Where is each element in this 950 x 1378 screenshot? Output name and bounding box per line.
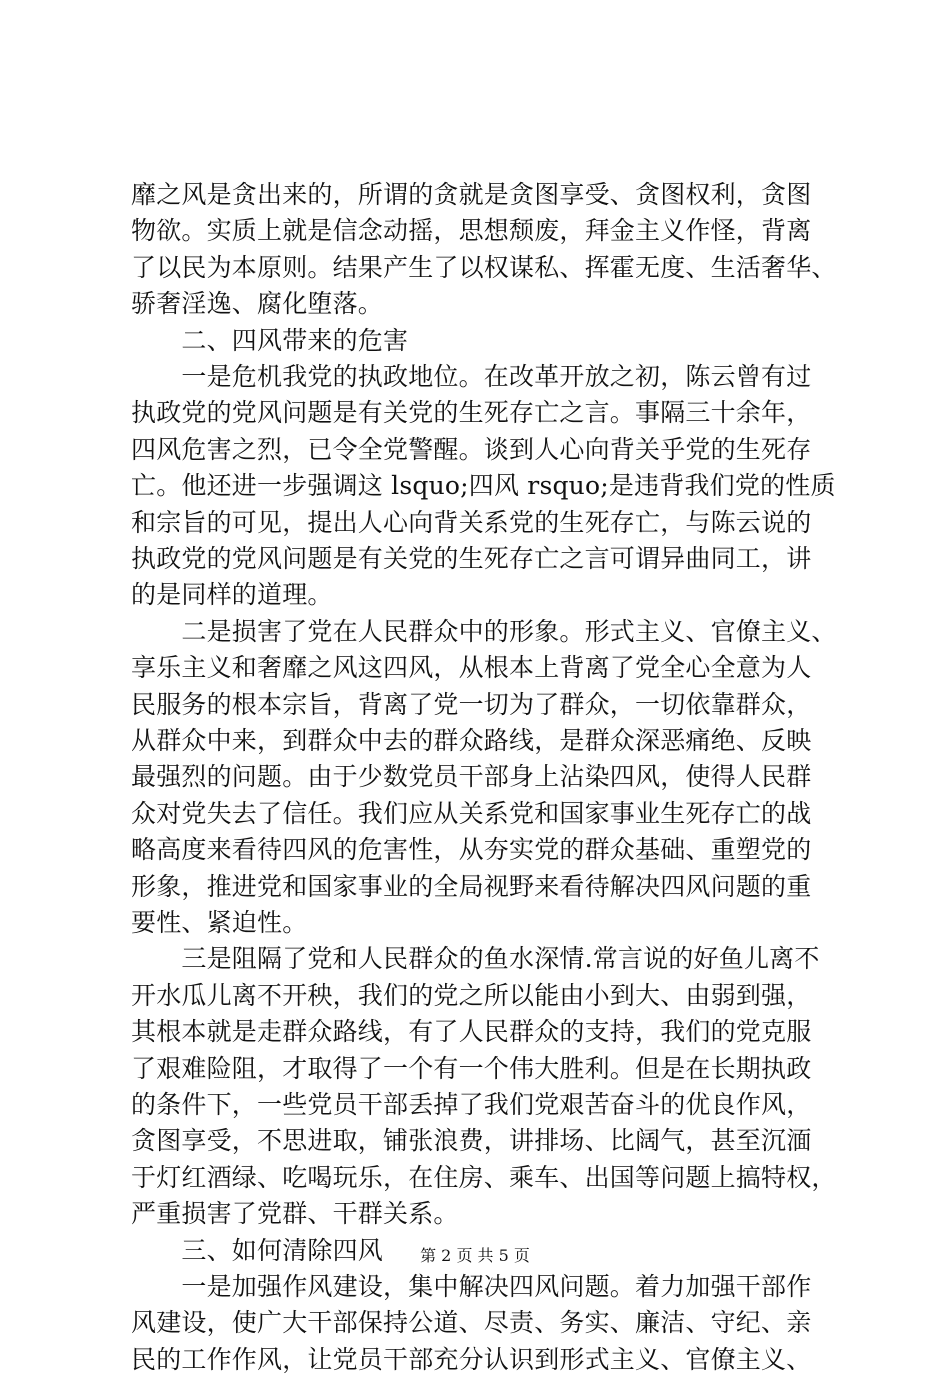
text-line: 于灯红酒绿、吃喝玩乐，在住房、乘车、出国等问题上搞特权，: [131, 1162, 837, 1192]
text-line: 享乐主义和奢靡之风这四风，从根本上背离了党全心全意为人: [131, 653, 812, 683]
text-line: 四风危害之烈，已令全党警醒。谈到人心向背关乎党的生死存: [131, 434, 812, 464]
text-line: 一是加强作风建设，集中解决四风问题。着力加强干部作: [131, 1272, 812, 1301]
text-line: 靡之风是贪出来的，所谓的贪就是贪图享受、贪图权利，贪图: [131, 180, 812, 209]
text-line: 形象，推进党和国家事业的全局视野来看待解决四风问题的重: [131, 871, 812, 901]
text-line: 要性、紧迫性。: [131, 908, 308, 937]
text-line: 民服务的根本宗旨，背离了党一切为了群众，一切依靠群众，: [131, 689, 812, 719]
text-line: 骄奢淫逸、腐化堕落。: [131, 289, 384, 319]
text-line: 一是危机我党的执政地位。在改革开放之初，陈云曾有过: [131, 362, 812, 391]
text-line: 了以民为本原则。结果产生了以权谋私、挥霍无度、生活奢华、: [131, 252, 837, 282]
text-line: 的条件下，一些党员干部丢掉了我们党艰苦奋斗的优良作风，: [131, 1090, 812, 1119]
text-line: 和宗旨的可见，提出人心向背关系党的生死存亡，与陈云说的: [131, 507, 812, 537]
text-line: 执政党的党风问题是有关党的生死存亡之言可谓异曲同工，讲: [131, 544, 812, 573]
text-line: 二是损害了党在人民群众中的形象。形式主义、官僚主义、: [131, 616, 837, 646]
text-line: 三、如何清除四风: [131, 1235, 384, 1265]
text-line: 二、四风带来的危害: [131, 325, 409, 355]
text-line: 民的工作作风，让党员干部充分认识到形式主义、官僚主义、: [131, 1344, 812, 1374]
text-line: 执政党的党风问题是有关党的生死存亡之言。事隔三十余年，: [131, 398, 812, 428]
text-line: 从群众中来，到群众中去的群众路线，是群众深恶痛绝、反映: [131, 726, 812, 755]
text-line: 略高度来看待四风的危害性，从夯实党的群众基础、重塑党的: [131, 835, 812, 865]
text-line: 风建设，使广大干部保持公道、尽责、务实、廉洁、守纪、亲: [131, 1308, 812, 1338]
text-line: 贪图享受，不思进取，铺张浪费，讲排场、比阔气，甚至沉湎: [131, 1126, 812, 1156]
text-line: 最强烈的问题。由于少数党员干部身上沾染四风，使得人民群: [131, 762, 812, 792]
text-line: 亡。他还进一步强调这 lsquo;四风 rsquo;是违背我们党的性质: [131, 471, 836, 501]
text-line: 其根本就是走群众路线，有了人民群众的支持，我们的党克服: [131, 1017, 812, 1047]
text-line: 的是同样的道理。: [131, 580, 333, 610]
text-line: 严重损害了党群、干群关系。: [131, 1199, 459, 1229]
text-line: 物欲。实质上就是信念动摇，思想颓废，拜金主义作怪，背离: [131, 216, 812, 246]
text-line: 众对党失去了信任。我们应从关系党和国家事业生死存亡的战: [131, 798, 812, 828]
text-line: 开水瓜儿离不开秧，我们的党之所以能由小到大、由弱到强，: [131, 980, 812, 1010]
text-line: 了艰难险阻，才取得了一个有一个伟大胜利。但是在长期执政: [131, 1053, 812, 1083]
page-footer: 第 2 页 共 5 页: [420, 1246, 530, 1265]
text-line: 三是阻隔了党和人民群众的鱼水深情.常言说的好鱼儿离不: [131, 944, 820, 974]
